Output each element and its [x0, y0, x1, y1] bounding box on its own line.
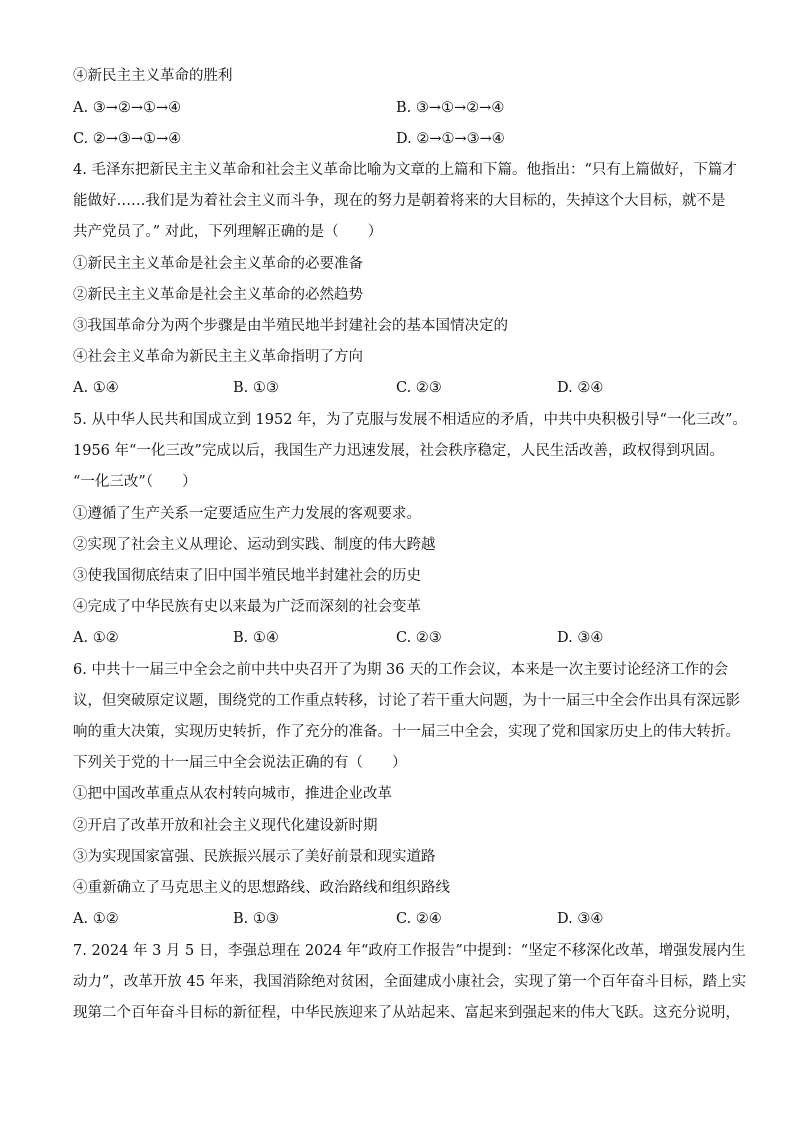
q3-option-a: A. ③→②→①→④ [73, 100, 182, 116]
q6-option-d: D. ③④ [557, 911, 604, 927]
q6-option-c: C. ②④ [396, 911, 442, 927]
q5-stem-line-2: 1956 年“一化三改”完成以后，我国生产力迅速发展，社会秩序稳定，人民生活改善，政权得到巩固。 [73, 443, 724, 459]
q4-item-3: ③我国革命分为两个步骤是由半殖民地半封建社会的基本国情决定的 [73, 318, 508, 334]
q5-stem-line-1: 5. 从中华人民共和国成立到 1952 年，为了克服与发展不相适应的矛盾，中共中央积极引导“一化三改”。 [73, 412, 747, 428]
q6-item-1: ①把中国改革重点从农村转向城市，推进企业改革 [73, 786, 392, 802]
q4-item-4: ④社会主义革命为新民主主义革命指明了方向 [73, 349, 363, 365]
q3-option-c: C. ②→③→①→④ [73, 131, 182, 147]
q4-option-a: A. ①④ [73, 380, 119, 396]
q4-option-c: C. ②③ [396, 380, 442, 396]
q7-stem-line-2: 动力”，改革开放 45 年来，我国消除绝对贫困，全面建成小康社会，实现了第一个百年奋斗目标，踏上实 [73, 974, 747, 990]
q6-item-4: ④重新确立了马克思主义的思想路线、政治路线和组织路线 [73, 880, 450, 896]
q4-stem-line-3: 共产党员了。” 对此，下列理解正确的是（ ） [73, 224, 383, 240]
q5-item-2: ②实现了社会主义从理论、运动到实践、制度的伟大跨越 [73, 537, 436, 553]
q4-stem-line-1: 4. 毛泽东把新民主主义革命和社会主义革命比喻为文章的上篇和下篇。他指出：“只有上篇做好，下篇才 [73, 162, 737, 178]
q5-option-a: A. ①② [73, 630, 119, 646]
q6-option-b: B. ①③ [233, 911, 279, 927]
q6-item-2: ②开启了改革开放和社会主义现代化建设新时期 [73, 818, 378, 834]
q6-item-3: ③为实现国家富强、民族振兴展示了美好前景和现实道路 [73, 849, 436, 865]
q3-option-d: D. ②→①→③→④ [396, 131, 505, 147]
q5-item-4: ④完成了中华民族有史以来最为广泛而深刻的社会变革 [73, 599, 421, 615]
q5-option-b: B. ①④ [233, 630, 279, 646]
q5-item-3: ③使我国彻底结束了旧中国半殖民地半封建社会的历史 [73, 568, 421, 584]
q4-stem-line-2: 能做好……我们是为着社会主义而斗争，现在的努力是朝着将来的大目标的，失掉这个大目标，就不是 [73, 193, 726, 209]
q5-option-c: C. ②③ [396, 630, 442, 646]
q6-stem-line-1: 6. 中共十一届三中全会之前中共中央召开了为期 36 天的工作会议，本来是一次主要讨论经济工作的会 [73, 662, 729, 678]
q7-stem-line-3: 现第二个百年奋斗目标的新征程，中华民族迎来了从站起来、富起来到强起来的伟大飞跃。这充分说明， [73, 1005, 740, 1021]
q6-stem-line-2: 议，但突破原定议题，围绕党的工作重点转移，讨论了若干重大问题，为十一届三中全会作出具有深远影 [73, 693, 740, 709]
q5-option-d: D. ③④ [557, 630, 604, 646]
q5-stem-line-3: “一化三改”（ ） [73, 474, 197, 490]
q7-stem-line-1: 7. 2024 年 3 月 5 日，李强总理在 2024 年“政府工作报告”中提到：“坚定不移深化改革，增强发展内生 [73, 943, 746, 959]
q6-option-a: A. ①② [73, 911, 119, 927]
q4-option-d: D. ②④ [557, 380, 604, 396]
q6-stem-line-3: 响的重大决策，实现历史转折，作了充分的准备。十一届三中全会，实现了党和国家历史上的伟大转折。 [73, 724, 740, 740]
q4-item-1: ①新民主主义革命是社会主义革命的必要准备 [73, 256, 363, 272]
q3-item-4: ④新民主主义革命的胜利 [73, 68, 233, 84]
q5-item-1: ①遵循了生产关系一定要适应生产力发展的客观要求。 [73, 506, 421, 522]
q6-stem-line-4: 下列关于党的十一届三中全会说法正确的有（ ） [73, 755, 407, 771]
q3-option-b: B. ③→①→②→④ [396, 100, 505, 116]
q4-item-2: ②新民主主义革命是社会主义革命的必然趋势 [73, 287, 363, 303]
q4-option-b: B. ①③ [233, 380, 279, 396]
